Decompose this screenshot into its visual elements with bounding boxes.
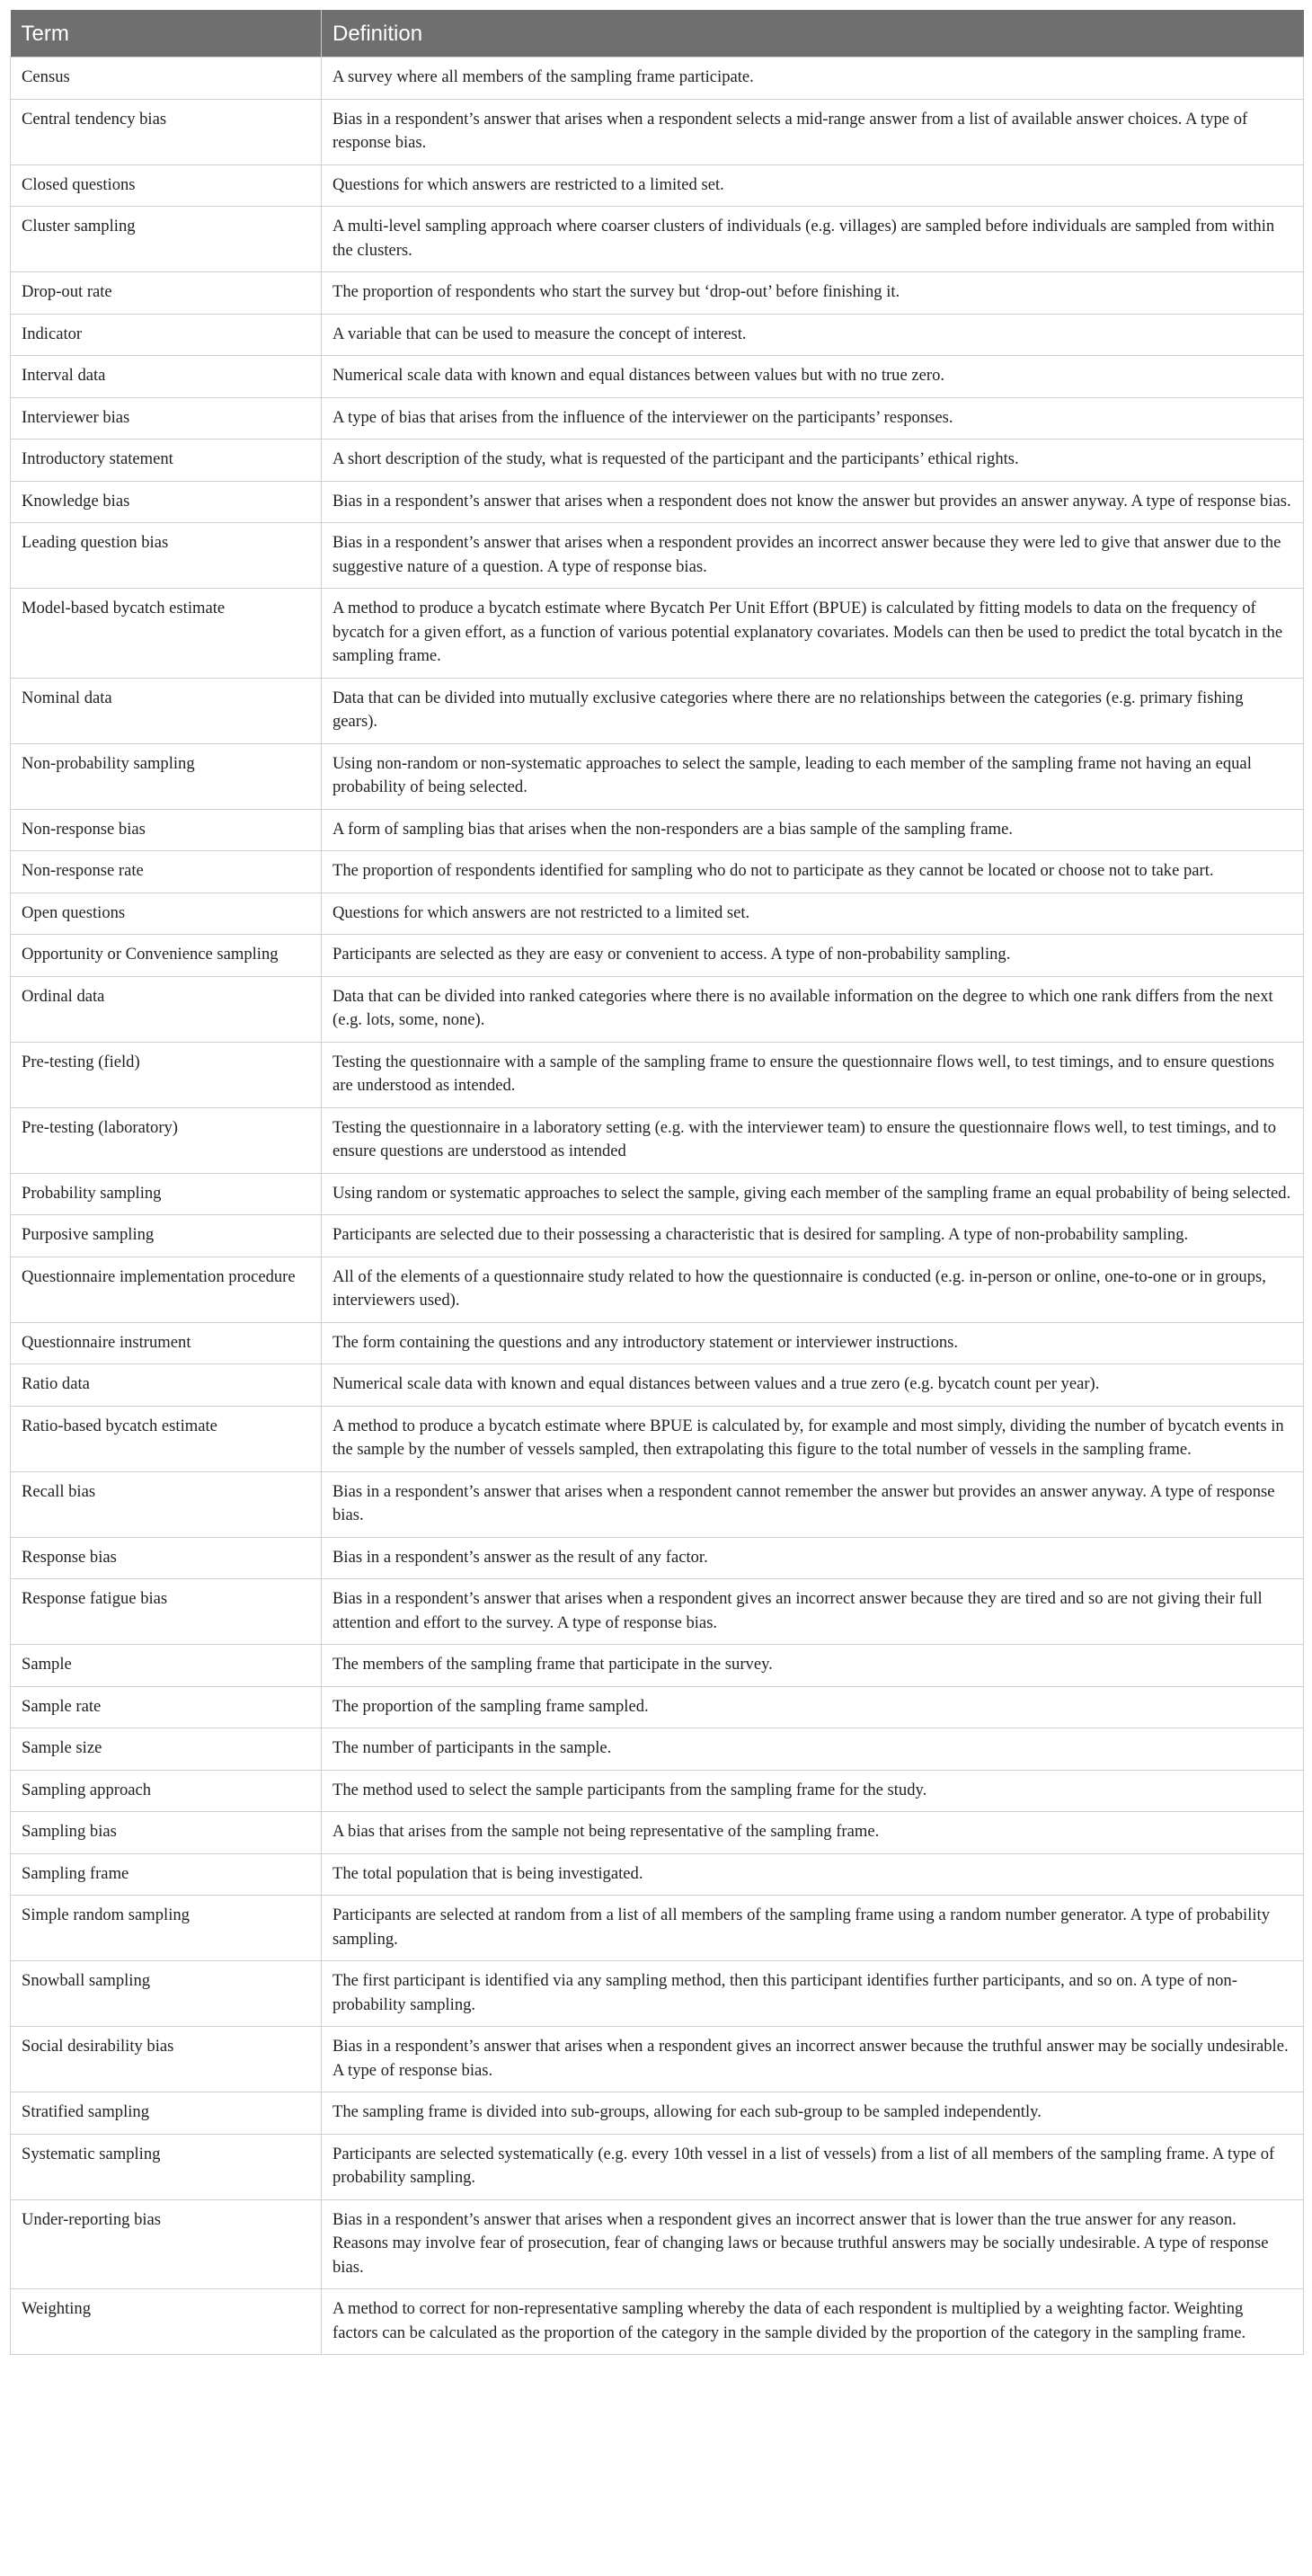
table-row	[11, 743, 1304, 809]
definition-cell: Questions for which answers are not restricted to a limited set.	[322, 893, 1304, 935]
definition-cell: A bias that arises from the sample not being representative of the sampling frame.	[322, 1812, 1304, 1854]
definition-cell: Participants are selected due to their possessing a characteristic that is desired for sampling. A type of non-probability sampling.	[322, 1215, 1304, 1257]
term-cell: Sampling bias	[11, 1812, 322, 1854]
definition-cell: Bias in a respondent’s answer that arises when a respondent cannot remember the answer but provides an answer anyway. A type of response bias.	[322, 1471, 1304, 1537]
definition-cell: A variable that can be used to measure the concept of interest.	[322, 314, 1304, 356]
definition-cell: The number of participants in the sample.	[322, 1728, 1304, 1771]
table-row	[11, 314, 1304, 356]
definition-cell: A survey where all members of the sampling frame participate.	[322, 58, 1304, 100]
term-cell: Nominal data	[11, 678, 322, 743]
definition-cell: Bias in a respondent’s answer that arises when a respondent provides an incorrect answer because they were led to give that answer due to the suggestive nature of a question. A type of response bias.	[322, 523, 1304, 589]
table-row	[11, 1215, 1304, 1257]
glossary-table	[10, 10, 1304, 2355]
definition-cell: The method used to select the sample participants from the sampling frame for the study.	[322, 1770, 1304, 1812]
table-row	[11, 589, 1304, 679]
term-cell: Knowledge bias	[11, 481, 322, 523]
term-cell: Indicator	[11, 314, 322, 356]
term-cell: Model-based bycatch estimate	[11, 589, 322, 679]
table-row	[11, 1322, 1304, 1364]
table-row	[11, 2199, 1304, 2289]
definition-cell: Data that can be divided into mutually exclusive categories where there are no relationships between the categories (e.g. primary fishing gears).	[322, 678, 1304, 743]
term-cell: Drop-out rate	[11, 272, 322, 315]
definition-cell: Testing the questionnaire in a laboratory setting (e.g. with the interviewer team) to ensure the questionnaire flows well, to test timings, and to ensure questions are understood as intended	[322, 1107, 1304, 1173]
definition-cell: Data that can be divided into ranked categories where there is no available information on the degree to which one rank differs from the next (e.g. lots, some, none).	[322, 976, 1304, 1042]
term-cell: Questionnaire instrument	[11, 1322, 322, 1364]
term-cell: Ratio-based bycatch estimate	[11, 1406, 322, 1471]
table-row	[11, 356, 1304, 398]
term-cell: Census	[11, 58, 322, 100]
term-cell: Questionnaire implementation procedure	[11, 1257, 322, 1322]
definition-cell: The total population that is being investigated.	[322, 1853, 1304, 1896]
table-header	[11, 10, 1304, 58]
term-cell: Response fatigue bias	[11, 1579, 322, 1645]
term-cell: Snowball sampling	[11, 1961, 322, 2027]
definition-cell: Participants are selected systematically (e.g. every 10th vessel in a list of vessels) from a list of all members of the sampling frame. A type of probability sampling.	[322, 2134, 1304, 2199]
definition-cell: Testing the questionnaire with a sample of the sampling frame to ensure the questionnaire flows well, to test timings, and to ensure questions are understood as intended.	[322, 1042, 1304, 1107]
definition-cell: Bias in a respondent’s answer that arises when a respondent gives an incorrect answer because the truthful answer may be socially undesirable. A type of response bias.	[322, 2027, 1304, 2092]
table-row	[11, 2289, 1304, 2355]
definition-cell: The sampling frame is divided into sub-groups, allowing for each sub-group to be sampled independently.	[322, 2092, 1304, 2135]
term-cell: Sample size	[11, 1728, 322, 1771]
table-row	[11, 1961, 1304, 2027]
definition-cell: The members of the sampling frame that participate in the survey.	[322, 1645, 1304, 1687]
term-cell: Under-reporting bias	[11, 2199, 322, 2289]
term-cell: Response bias	[11, 1537, 322, 1579]
table-row	[11, 397, 1304, 440]
definition-cell: The proportion of the sampling frame sampled.	[322, 1686, 1304, 1728]
column-header-definition: Definition	[322, 10, 1304, 58]
table-row	[11, 2027, 1304, 2092]
definition-cell: Participants are selected at random from a list of all members of the sampling frame using a random number generator. A type of probability sampling.	[322, 1896, 1304, 1961]
term-cell: Ordinal data	[11, 976, 322, 1042]
table-row	[11, 851, 1304, 893]
definition-cell: Questions for which answers are restricted to a limited set.	[322, 164, 1304, 207]
definition-cell: A form of sampling bias that arises when the non-responders are a bias sample of the sampling frame.	[322, 809, 1304, 851]
term-cell: Systematic sampling	[11, 2134, 322, 2199]
term-cell: Introductory statement	[11, 440, 322, 482]
table-row	[11, 1173, 1304, 1215]
table-row	[11, 2134, 1304, 2199]
table-row	[11, 1364, 1304, 1407]
term-cell: Pre-testing (field)	[11, 1042, 322, 1107]
definition-cell: A method to produce a bycatch estimate where Bycatch Per Unit Effort (BPUE) is calculated by fitting models to data on the frequency of bycatch for a given effort, as a function of various potential explanatory covariates. Models can then be used to predict the total bycatch in the sampling frame.	[322, 589, 1304, 679]
definition-cell: Numerical scale data with known and equal distances between values and a true zero (e.g. bycatch count per year).	[322, 1364, 1304, 1407]
term-cell: Leading question bias	[11, 523, 322, 589]
term-cell: Open questions	[11, 893, 322, 935]
table-row	[11, 1686, 1304, 1728]
table-row	[11, 1406, 1304, 1471]
term-cell: Stratified sampling	[11, 2092, 322, 2135]
definition-cell: Bias in a respondent’s answer that arises when a respondent gives an incorrect answer because they are tired and so are not giving their full attention and effort to the survey. A type of response bias.	[322, 1579, 1304, 1645]
definition-cell: A type of bias that arises from the influence of the interviewer on the participants’ responses.	[322, 397, 1304, 440]
term-cell: Interviewer bias	[11, 397, 322, 440]
definition-cell: The form containing the questions and any introductory statement or interviewer instructions.	[322, 1322, 1304, 1364]
table-row	[11, 1853, 1304, 1896]
definition-cell: Numerical scale data with known and equal distances between values but with no true zero.	[322, 356, 1304, 398]
term-cell: Non-response rate	[11, 851, 322, 893]
table-body	[11, 58, 1304, 2355]
table-row	[11, 1042, 1304, 1107]
definition-cell: All of the elements of a questionnaire study related to how the questionnaire is conducted (e.g. in-person or online, one-to-one or in groups, interviewers used).	[322, 1257, 1304, 1322]
table-row	[11, 1770, 1304, 1812]
definition-cell: A method to correct for non-representative sampling whereby the data of each respondent is multiplied by a weighting factor. Weighting factors can be calculated as the proportion of the category in the sample divided by the proportion of the category in the sampling frame.	[322, 2289, 1304, 2355]
table-row	[11, 58, 1304, 100]
term-cell: Sample rate	[11, 1686, 322, 1728]
definition-cell: A short description of the study, what is requested of the participant and the participants’ ethical rights.	[322, 440, 1304, 482]
term-cell: Closed questions	[11, 164, 322, 207]
table-row	[11, 1645, 1304, 1687]
term-cell: Non-probability sampling	[11, 743, 322, 809]
definition-cell: Using random or systematic approaches to select the sample, giving each member of the sampling frame an equal probability of being selected.	[322, 1173, 1304, 1215]
table-row	[11, 1537, 1304, 1579]
term-cell: Social desirability bias	[11, 2027, 322, 2092]
term-cell: Interval data	[11, 356, 322, 398]
term-cell: Probability sampling	[11, 1173, 322, 1215]
definition-cell: Participants are selected as they are easy or convenient to access. A type of non-probability sampling.	[322, 935, 1304, 977]
table-row	[11, 1579, 1304, 1645]
term-cell: Sampling approach	[11, 1770, 322, 1812]
definition-cell: A multi-level sampling approach where coarser clusters of individuals (e.g. villages) are sampled before individuals are sampled from within the clusters.	[322, 207, 1304, 272]
term-cell: Weighting	[11, 2289, 322, 2355]
table-row	[11, 99, 1304, 164]
table-row	[11, 1896, 1304, 1961]
table-row	[11, 2092, 1304, 2135]
term-cell: Purposive sampling	[11, 1215, 322, 1257]
table-row	[11, 1107, 1304, 1173]
column-header-term: Term	[11, 10, 322, 58]
term-cell: Simple random sampling	[11, 1896, 322, 1961]
definition-cell: Bias in a respondent’s answer that arises when a respondent selects a mid-range answer from a list of available answer choices. A type of response bias.	[322, 99, 1304, 164]
table-row	[11, 1812, 1304, 1854]
definition-cell: Bias in a respondent’s answer as the result of any factor.	[322, 1537, 1304, 1579]
term-cell: Sampling frame	[11, 1853, 322, 1896]
term-cell: Recall bias	[11, 1471, 322, 1537]
definition-cell: A method to produce a bycatch estimate where BPUE is calculated by, for example and most simply, dividing the number of bycatch events in the sample by the number of vessels sampled, then extrapolating this figure to the total number of vessels in the sampling frame.	[322, 1406, 1304, 1471]
definition-cell: Bias in a respondent’s answer that arises when a respondent does not know the answer but provides an answer anyway. A type of response bias.	[322, 481, 1304, 523]
term-cell: Pre-testing (laboratory)	[11, 1107, 322, 1173]
table-row	[11, 678, 1304, 743]
term-cell: Ratio data	[11, 1364, 322, 1407]
table-row	[11, 523, 1304, 589]
table-row	[11, 935, 1304, 977]
term-cell: Non-response bias	[11, 809, 322, 851]
table-row	[11, 893, 1304, 935]
table-row	[11, 1257, 1304, 1322]
table-row	[11, 164, 1304, 207]
table-row	[11, 272, 1304, 315]
table-row	[11, 1728, 1304, 1771]
term-cell: Sample	[11, 1645, 322, 1687]
table-row	[11, 976, 1304, 1042]
header-row	[11, 10, 1304, 58]
definition-cell: The first participant is identified via any sampling method, then this participant identifies further participants, and so on. A type of non-probability sampling.	[322, 1961, 1304, 2027]
definition-cell: The proportion of respondents who start the survey but ‘drop-out’ before finishing it.	[322, 272, 1304, 315]
term-cell: Cluster sampling	[11, 207, 322, 272]
term-cell: Central tendency bias	[11, 99, 322, 164]
definition-cell: Bias in a respondent’s answer that arises when a respondent gives an incorrect answer that is lower than the true answer for any reason. Reasons may involve fear of prosecution, fear of changing laws or because truthful answers may be socially undesirable. A type of response bias.	[322, 2199, 1304, 2289]
table-row	[11, 809, 1304, 851]
table-row	[11, 481, 1304, 523]
definition-cell: The proportion of respondents identified for sampling who do not to participate as they cannot be located or choose not to take part.	[322, 851, 1304, 893]
table-row	[11, 207, 1304, 272]
definition-cell: Using non-random or non-systematic approaches to select the sample, leading to each member of the sampling frame not having an equal probability of being selected.	[322, 743, 1304, 809]
table-row	[11, 1471, 1304, 1537]
table-row	[11, 440, 1304, 482]
term-cell: Opportunity or Convenience sampling	[11, 935, 322, 977]
